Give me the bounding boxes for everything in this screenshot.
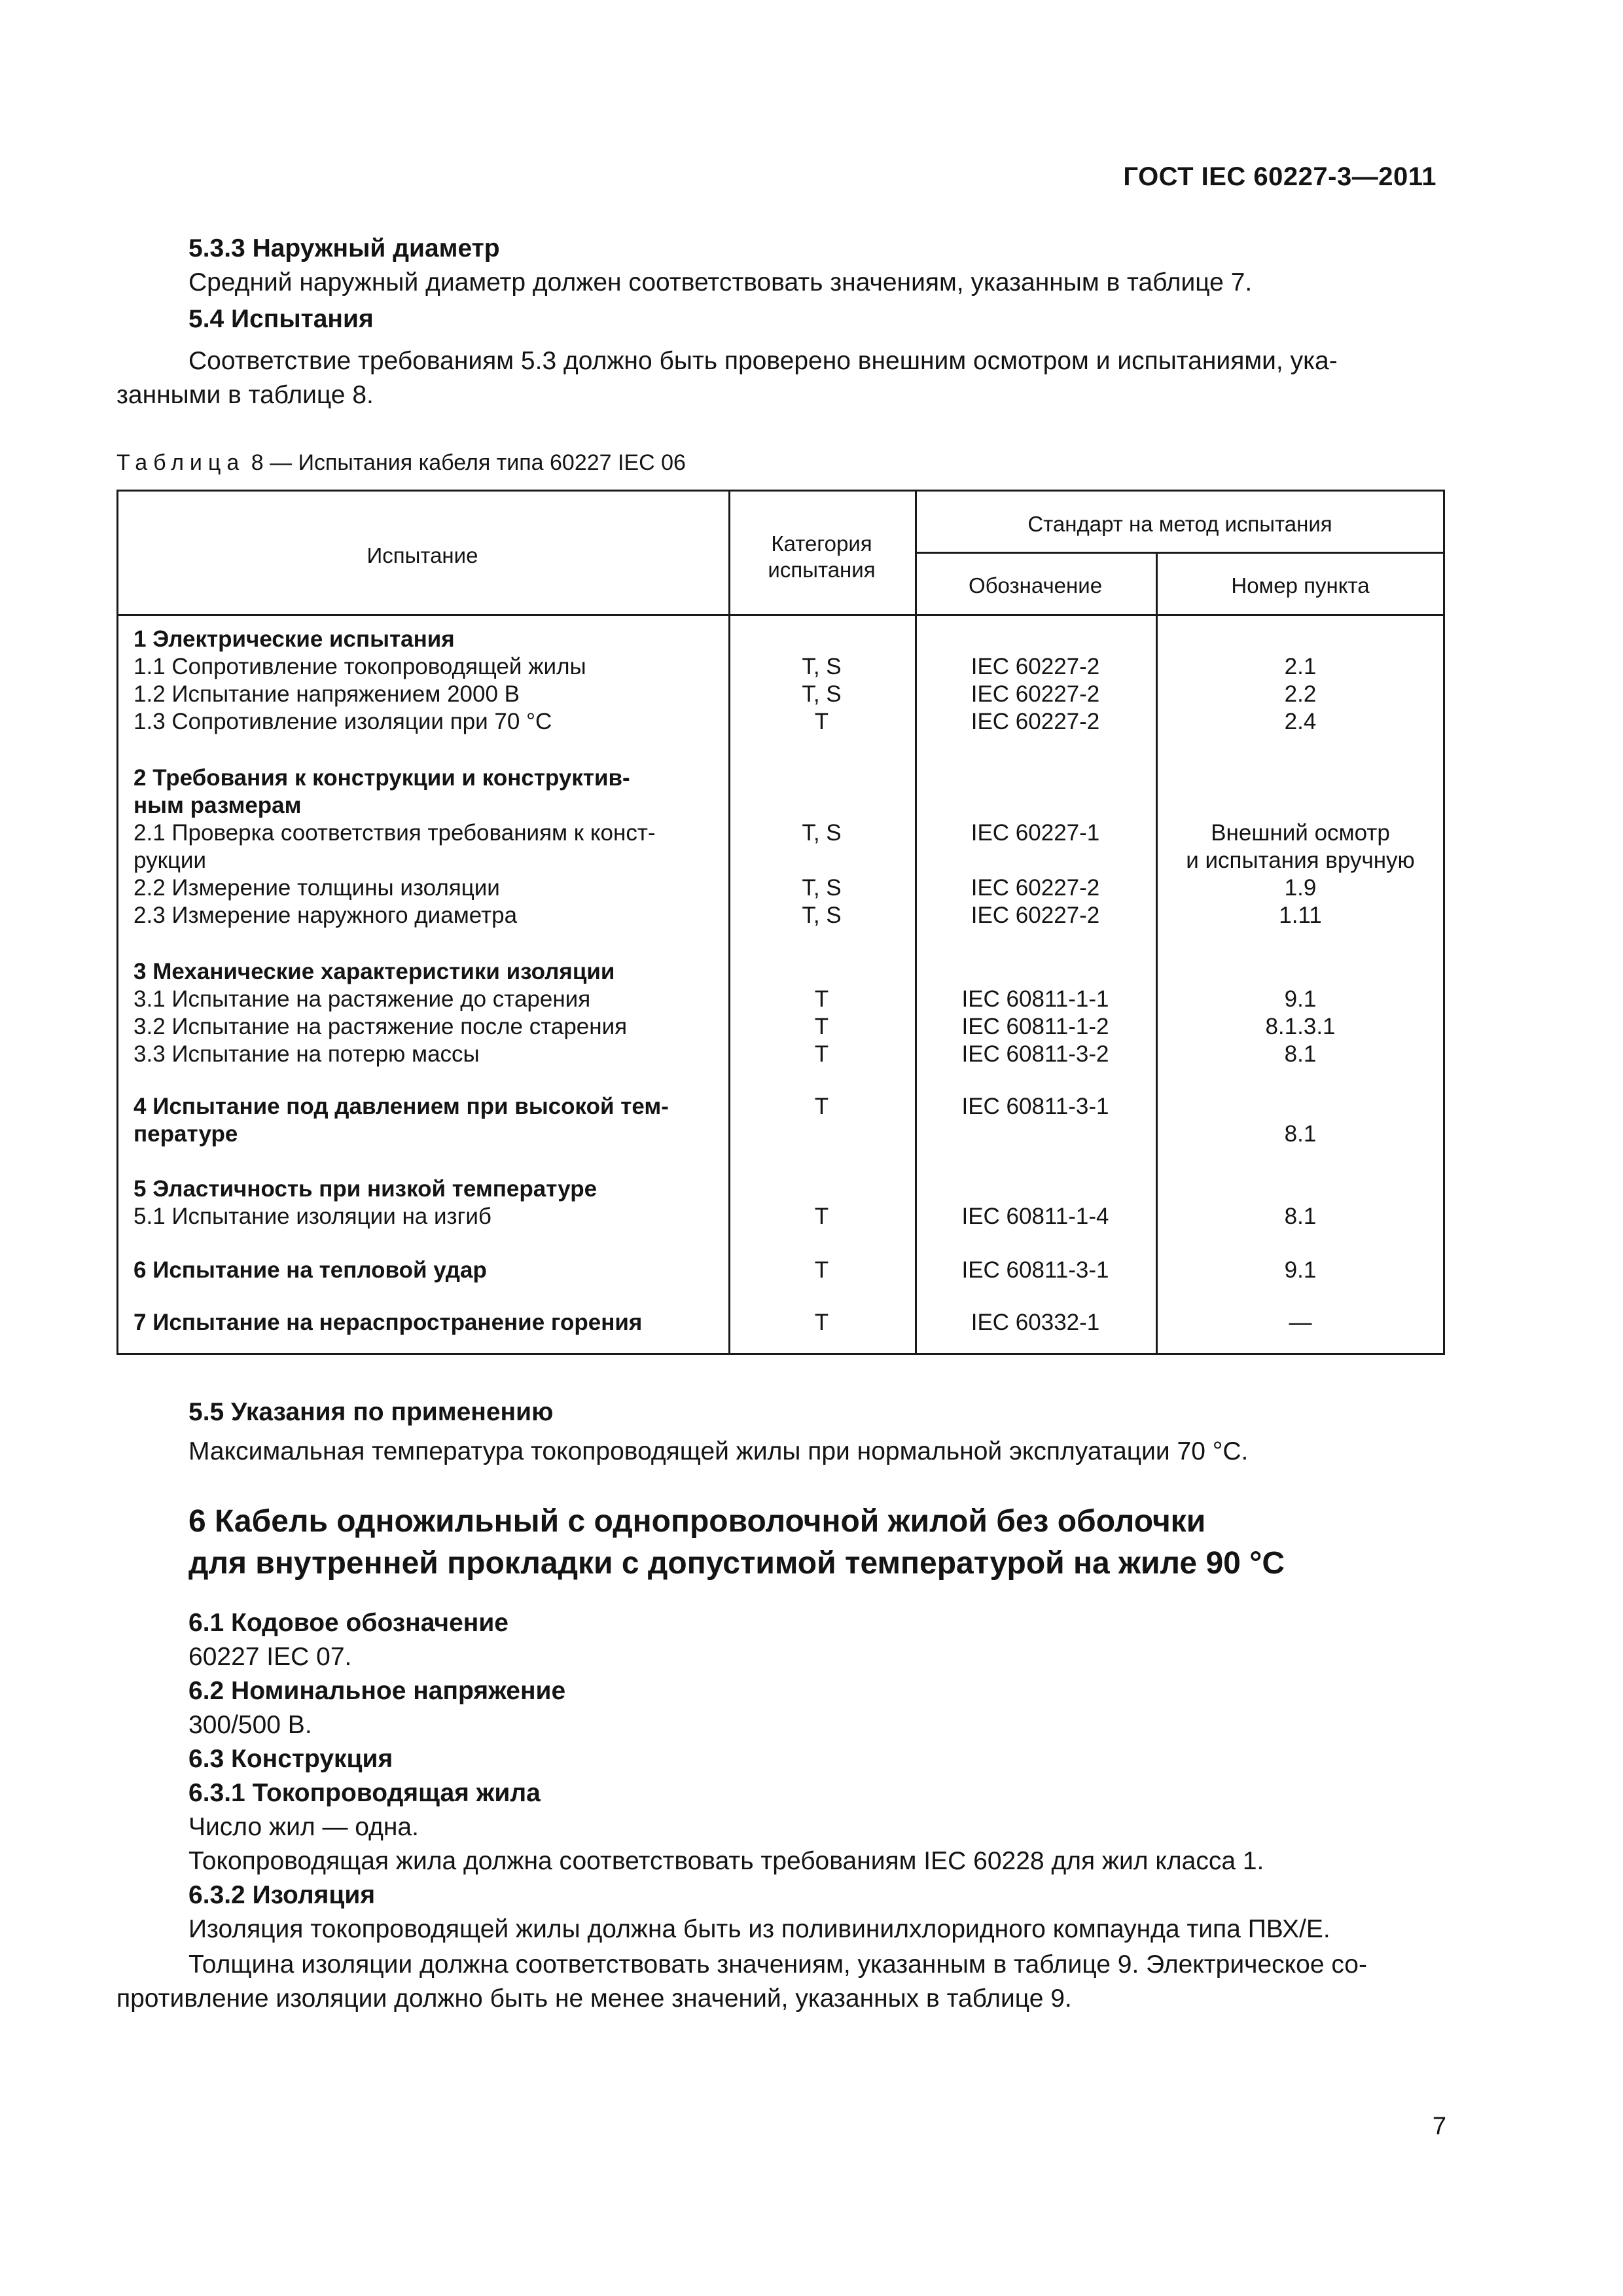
table-cell-test: 1.1 Сопротивление токопроводящей жилы [134,654,586,679]
section-6-3-2-text1: Изоляция токопроводящей жилы должна быть из поливинилхлоридного компаунда типа ПВХ/Е. [188,1915,1330,1943]
table-cell-test: 2 Требования к конструкции и конструктив- [134,765,630,791]
table-caption-word: Таблица [116,450,245,475]
header-category-line1: Категория [771,531,872,556]
table-cell-clause: — [1289,1310,1312,1335]
table-cell-test: 1.2 Испытание напряжением 2000 В [134,681,520,707]
document-code: ГОСТ IEC 60227-3—2011 [1123,162,1436,191]
header-designation: Обозначение [968,573,1103,598]
table-cell-category: T [814,986,829,1012]
table-cell-clause: 2.4 [1284,709,1317,734]
table-cell-category: T, S [802,654,842,679]
table-cell-category: T [814,1310,829,1335]
page-number: 7 [1432,2113,1446,2140]
table-cell-clause: 1.9 [1284,875,1317,901]
table-cell-designation: IEC 60227-1 [971,820,1100,846]
table-cell-test: 2.2 Измерение толщины изоляции [134,875,500,901]
table-cell-test: 4 Испытание под давлением при высокой тем- [134,1094,669,1119]
section-6-2-text: 300/500 В. [188,1711,312,1739]
table-cell-test: 3.3 Испытание на потерю массы [134,1041,480,1067]
table-cell-category: T [814,1094,829,1119]
table-cell-test: 1.3 Сопротивление изоляции при 70 °С [134,709,552,734]
table-cell-designation: IEC 60227-2 [971,681,1100,707]
table-cell-designation: IEC 60811-1-4 [961,1204,1109,1229]
section-5-5-text: Максимальная температура токопроводящей жилы при нормальной эксплуатации 70 °С. [188,1437,1249,1465]
tests-table [116,490,1445,1355]
section-5-3-3-title: 5.3.3 Наружный диаметр [188,234,500,262]
table-cell-category: T, S [802,681,842,707]
section-6-3-1-text2: Токопроводящая жила должна соответствовать требованиям IEC 60228 для жил класса 1. [188,1847,1264,1875]
section-5-3-3-text: Средний наружный диаметр должен соответствовать значениям, указанным в таблице 7. [188,268,1253,296]
table-cell-category: T [814,709,829,734]
section-6-3-title: 6.3 Конструкция [188,1745,393,1773]
table-cell-category: T [814,1257,829,1283]
table-cell-test: 1 Электрические испытания [134,626,455,652]
table-cell-category: T, S [802,903,842,928]
table-cell-test: 6 Испытание на тепловой удар [134,1257,487,1283]
table-cell-designation: IEC 60811-1-2 [961,1014,1109,1039]
table-cell-test: ным размерам [134,793,302,818]
table-cell-clause: 2.1 [1284,654,1317,679]
table-cell-clause: 1.11 [1279,903,1322,928]
section-6-3-1-text1: Число жил — одна. [188,1813,419,1841]
table-cell-clause: и испытания вручную [1186,848,1415,873]
header-standard: Стандарт на метод испытания [1027,512,1332,536]
table-cell-category: T [814,1204,829,1229]
table-cell-test: 5 Эластичность при низкой температуре [134,1176,597,1202]
table-cell-designation: IEC 60227-2 [971,875,1100,901]
table-cell-designation: IEC 60811-3-2 [961,1041,1109,1067]
header-clause: Номер пункта [1231,573,1370,598]
table-cell-test: 3 Механические характеристики изоляции [134,959,615,984]
table-cell-designation: IEC 60811-1-1 [961,986,1109,1012]
table-cell-clause: 9.1 [1284,986,1317,1012]
table-cell-category: T, S [802,875,842,901]
section-6-3-2-title: 6.3.2 Изоляция [188,1881,376,1909]
table-cell-designation: IEC 60227-2 [971,654,1100,679]
table-cell-test: 5.1 Испытание изоляции на изгиб [134,1204,491,1229]
table-cell-designation: IEC 60811-3-1 [961,1257,1109,1283]
table-cell-clause: 8.1 [1284,1041,1317,1067]
section-5-4-text-line1: Соответствие требованиям 5.3 должно быть проверено внешним осмотром и испытаниями, ука- [188,347,1338,375]
section-5-4-title: 5.4 Испытания [188,305,374,333]
table-cell-test: 2.1 Проверка соответствия требованиям к конст- [134,820,656,846]
table-cell-designation: IEC 60811-3-1 [961,1094,1109,1119]
table-cell-test: пературе [134,1121,238,1147]
section-6-1-title: 6.1 Кодовое обозначение [188,1609,508,1637]
header-category-line2: испытания [768,558,876,582]
section-6-3-2-text2-line2: противление изоляции должно быть не менее значений, указанных в таблице 9. [116,1984,1072,2013]
table-cell-designation: IEC 60227-2 [971,903,1100,928]
table-cell-category: T [814,1014,829,1039]
table-cell-category: T [814,1041,829,1067]
table-cell-clause: 9.1 [1284,1257,1317,1283]
section-6-title-line1: 6 Кабель одножильный с однопроволочной жилой без оболочки [188,1504,1206,1539]
table-cell-clause: 8.1.3.1 [1265,1014,1336,1039]
table-caption [116,450,686,476]
table-cell-category: T, S [802,820,842,846]
section-5-5-title: 5.5 Указания по применению [188,1398,554,1426]
section-6-title-line2: для внутренней прокладки с допустимой температурой на жиле 90 °С [188,1546,1285,1581]
table-cell-test: 2.3 Измерение наружного диаметра [134,903,518,928]
table-cell-clause: 8.1 [1284,1204,1317,1229]
table-cell-clause: Внешний осмотр [1211,820,1390,846]
table-cell-clause: 8.1 [1284,1121,1317,1147]
section-6-1-text: 60227 IEC 07. [188,1643,352,1671]
section-6-2-title: 6.2 Номинальное напряжение [188,1677,566,1705]
section-6-3-1-title: 6.3.1 Токопроводящая жила [188,1779,541,1807]
table-cell-test: 3.2 Испытание на растяжение после старения [134,1014,628,1039]
header-test: Испытание [366,543,478,567]
table-cell-test: 7 Испытание на нераспространение горения [134,1310,643,1335]
table-cell-designation: IEC 60227-2 [971,709,1100,734]
table-caption-title: 8 — Испытания кабеля типа 60227 IEC 06 [251,450,686,475]
section-5-4-text-line2: занными в таблице 8. [116,381,374,409]
section-6-3-2-text2-line1: Толщина изоляции должна соответствовать значениям, указанным в таблице 9. Электрическое со- [188,1950,1367,1979]
table-cell-designation: IEC 60332-1 [971,1310,1100,1335]
table-cell-test: рукции [134,848,207,873]
table-cell-test: 3.1 Испытание на растяжение до старения [134,986,591,1012]
table-cell-clause: 2.2 [1284,681,1317,707]
